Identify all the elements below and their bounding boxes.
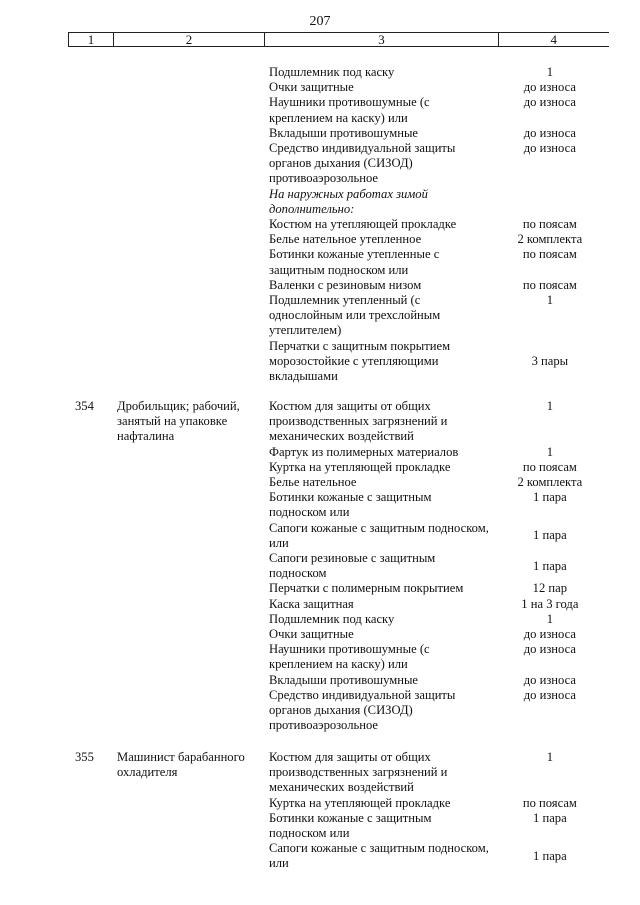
row-number: 355 <box>75 750 94 764</box>
ppe-item <box>269 247 609 277</box>
ppe-item-name: Ботинки кожаные с защитным подноском или <box>269 810 432 841</box>
ppe-item-norm: 1 пара <box>533 490 567 505</box>
ppe-item-name: Средство индивидуальной защиты органов дыхания (СИЗОД) противоаэрозольное <box>269 687 456 733</box>
ppe-item-norm: 1 <box>546 611 554 626</box>
ppe-item <box>269 141 609 187</box>
ppe-item-name: Подшлемник под каску <box>269 65 395 79</box>
profession-name: Дробильщик; рабочий, занятый на упаковке нафталина <box>117 399 240 444</box>
ppe-item-name: Куртка на утепляющей прокладке <box>269 795 451 810</box>
ppe-item <box>269 65 609 80</box>
column-header-2: 2 <box>114 33 265 47</box>
item-list <box>269 65 609 384</box>
ppe-item-norm: по поясам <box>522 277 577 292</box>
ppe-item-norm: 1 <box>546 750 554 764</box>
ppe-item-name: Сапоги кожаные с защитным подноском, или <box>269 520 489 550</box>
ppe-item-norm: до износа <box>523 627 576 642</box>
ppe-item <box>269 612 609 627</box>
ppe-item <box>269 597 609 612</box>
ppe-item-norm: 2 комплекта <box>517 475 583 490</box>
page-number: 207 <box>309 14 331 29</box>
ppe-item-name: Сапоги резиновые с защитным подноском <box>269 551 436 581</box>
ppe-item <box>269 551 609 581</box>
ppe-item-name: Наушники противошумные (с креплением на каску) или <box>269 642 430 672</box>
profession-name: Машинист барабанного охладителя <box>117 750 245 780</box>
ppe-item-name: Очки защитные <box>269 80 354 95</box>
ppe-item-name: Ботинки кожаные с защитным подноском или <box>269 490 432 520</box>
ppe-item-norm: до износа <box>523 80 576 95</box>
ppe-item-name: Ботинки кожаные утепленные с защитным подноском или <box>269 247 440 277</box>
ppe-item <box>269 217 609 232</box>
ppe-item-norm: по поясам <box>522 795 577 810</box>
ppe-item-name: Куртка на утепляющей прокладке <box>269 459 451 474</box>
ppe-item-norm: до износа <box>523 125 576 140</box>
ppe-item <box>269 796 609 811</box>
ppe-item-norm: 3 пары <box>531 353 569 368</box>
ppe-item <box>269 673 609 688</box>
ppe-item <box>269 642 609 672</box>
ppe-item-norm: 1 пара <box>533 810 567 825</box>
item-list <box>269 750 609 872</box>
column-header-4: 4 <box>499 33 609 47</box>
ppe-item <box>269 95 609 125</box>
ppe-item-name: Белье нательное утепленное <box>269 232 422 247</box>
ppe-item-norm <box>491 187 609 217</box>
ppe-item-norm: по поясам <box>522 217 577 232</box>
ppe-item-name: Перчатки с защитным покрытием морозостойкие с утепляющими вкладышами <box>269 338 451 384</box>
ppe-item-norm: до износа <box>523 95 576 110</box>
ppe-item-name: Перчатки с полимерным покрытием <box>269 581 464 596</box>
ppe-item-norm: 1 на 3 года <box>521 596 579 611</box>
table-header <box>68 32 609 47</box>
ppe-item-norm: до износа <box>523 642 576 657</box>
ppe-item-norm: по поясам <box>522 247 577 262</box>
ppe-item-norm: до износа <box>523 141 576 156</box>
ppe-item-name: Костюм для защиты от общих производственных загрязнений и механических воздействий <box>269 750 448 795</box>
ppe-item <box>269 750 609 796</box>
ppe-item-norm: 1 пара <box>533 528 567 543</box>
ppe-item-name: Подшлемник утепленный (с однослойным или трехслойным утеплителем) <box>269 293 441 338</box>
ppe-item-norm: до износа <box>523 687 576 702</box>
ppe-item <box>269 399 609 445</box>
ppe-item <box>269 688 609 734</box>
ppe-item <box>269 490 609 520</box>
ppe-item <box>269 811 609 841</box>
ppe-item-name: Фартук из полимерных материалов <box>269 444 459 459</box>
ppe-item-norm: 2 комплекта <box>517 232 583 247</box>
ppe-item-name: На наружных работах зимой дополнительно: <box>269 186 428 216</box>
ppe-item-name: Вкладыши противошумные <box>269 672 419 687</box>
ppe-item-norm: 1 <box>546 399 554 413</box>
ppe-item-norm: до износа <box>523 672 576 687</box>
ppe-item-norm: 1 <box>546 444 554 459</box>
item-list <box>269 399 609 733</box>
ppe-item <box>269 460 609 475</box>
ppe-item <box>269 232 609 247</box>
ppe-item <box>269 581 609 596</box>
ppe-item-name: Костюм для защиты от общих производственных загрязнений и механических воздействий <box>269 399 448 444</box>
ppe-item-name: Очки защитные <box>269 627 354 642</box>
ppe-item <box>269 278 609 293</box>
ppe-item <box>269 80 609 95</box>
ppe-item <box>269 293 609 339</box>
ppe-item-name: Вкладыши противошумные <box>269 125 419 140</box>
ppe-item-name: Сапоги кожаные с защитным подноском, или <box>269 841 489 871</box>
ppe-item <box>269 187 609 217</box>
ppe-item-norm: 1 <box>546 65 554 79</box>
column-header-3: 3 <box>265 33 499 47</box>
ppe-item-norm: 1 <box>546 293 554 308</box>
ppe-item <box>269 521 609 551</box>
ppe-item-norm: 1 пара <box>533 848 567 863</box>
ppe-item-name: Подшлемник под каску <box>269 611 395 626</box>
ppe-item-norm: 1 пара <box>533 558 567 573</box>
ppe-item-name: Средство индивидуальной защиты органов дыхания (СИЗОД) противоаэрозольное <box>269 141 456 186</box>
ppe-item-name: Белье нательное <box>269 475 357 490</box>
ppe-item-name: Костюм на утепляющей прокладке <box>269 217 457 232</box>
ppe-item <box>269 339 609 385</box>
ppe-item-name: Валенки с резиновым низом <box>269 277 422 292</box>
row-number: 354 <box>75 399 94 413</box>
ppe-item <box>269 475 609 490</box>
ppe-item <box>269 126 609 141</box>
ppe-item-norm: 12 пар <box>532 581 568 596</box>
ppe-item <box>269 627 609 642</box>
ppe-item <box>269 841 609 871</box>
ppe-item-name: Наушники противошумные (с креплением на каску) или <box>269 95 430 125</box>
ppe-item-norm: по поясам <box>522 459 577 474</box>
column-header-1: 1 <box>69 33 114 47</box>
ppe-item-name: Каска защитная <box>269 596 354 611</box>
ppe-item <box>269 445 609 460</box>
